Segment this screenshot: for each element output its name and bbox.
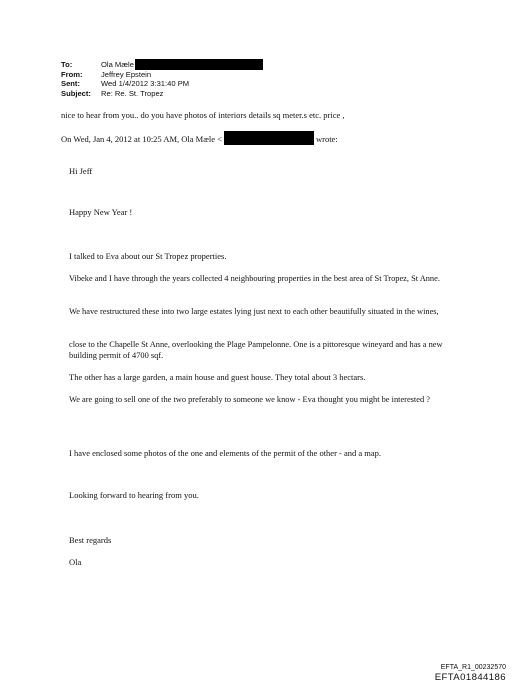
paragraph-2: Vibeke and I have through the years collected 4 neighbouring properties in the best area of St Tropez, St Anne. — [69, 274, 440, 283]
subject-label: Subject: — [61, 88, 91, 98]
to-label: To: — [61, 60, 73, 69]
subject-row — [61, 89, 263, 99]
redaction-bar — [135, 59, 263, 70]
paragraph-6: We are going to sell one of the two preferably to someone we know - Eva thought you might be interested ? — [69, 395, 430, 404]
signature: Ola — [69, 557, 82, 567]
from-value: Jeffrey Epstein — [101, 69, 152, 79]
email-header — [61, 60, 263, 98]
from-row — [61, 70, 263, 80]
to-name: Ola Mæle — [101, 60, 134, 69]
redaction-bar — [224, 131, 314, 145]
new-year-line: Happy New Year ! — [69, 207, 133, 217]
bates-stamp — [435, 663, 506, 683]
paragraph-7: I have enclosed some photos of the one and elements of the permit of the other - and a map. — [69, 448, 382, 458]
greeting: Hi Jeff — [69, 166, 93, 176]
paragraph-3: We have restructured these into two large estates lying just next to each other beautifully situated in the wines, — [69, 307, 439, 316]
to-value — [101, 60, 263, 70]
bates-number-large: EFTA01844186 — [434, 672, 506, 683]
sent-label: Sent: — [61, 79, 80, 89]
closing: Best regards — [69, 535, 112, 545]
paragraph-1: I talked to Eva about our St Tropez properties. — [69, 251, 227, 261]
quote-intro-after: wrote: — [315, 134, 338, 144]
paragraph-8: Looking forward to hearing from you. — [69, 490, 199, 500]
bates-number-small: EFTA_R1_00232570 — [440, 664, 506, 671]
paragraph-5: The other has a large garden, a main house and guest house. They total about 3 hectars. — [69, 372, 366, 382]
from-label: From: — [61, 69, 83, 79]
subject-value: Re: Re. St. Tropez — [101, 88, 164, 98]
quote-intro-before: On Wed, Jan 4, 2012 at 10:25 AM, Ola Mæle < — [61, 134, 222, 144]
reply-text: nice to hear from you.. do you have photos of interiors details sq meter.s etc. price , — [61, 110, 345, 120]
paragraph-4: close to the Chapelle St Anne, overlooking the Plage Pampelonne. One is a pittoresque wineyard and has a new building permit of 4700 sqf. — [69, 340, 443, 361]
to-row — [61, 60, 263, 70]
sent-row — [61, 79, 263, 89]
quote-intro — [61, 131, 338, 145]
sent-value: Wed 1/4/2012 3:31:40 PM — [101, 79, 190, 89]
